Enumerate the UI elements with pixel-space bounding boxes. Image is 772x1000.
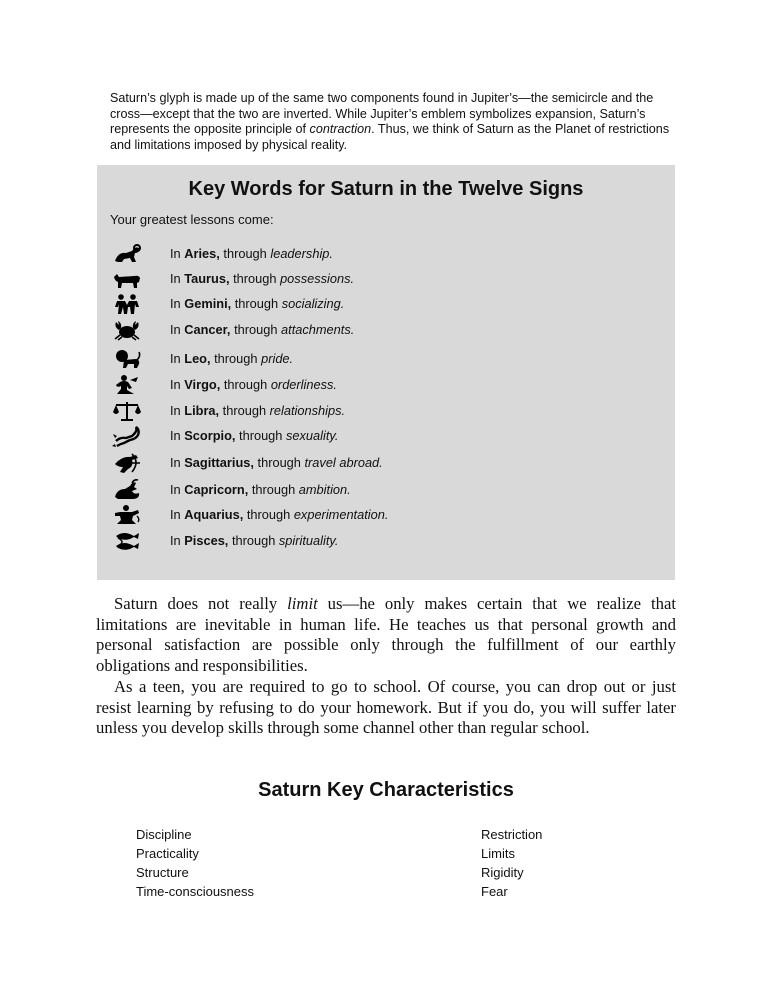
sign-row xyxy=(112,319,632,341)
intro-text-before: Saturn’s glyph is made up of the same two components found in Jupiter’s—the semicircle and the cross—except that the two are inverted. While Jupiter’s emblem symbolizes expansion, Saturn’s represents the opposite principle of xyxy=(110,91,654,136)
sign-connector: through xyxy=(231,533,276,548)
characteristic-item: Practicality xyxy=(136,846,199,861)
sign-row xyxy=(112,243,632,265)
sign-connector: through xyxy=(222,403,267,418)
sign-connector: through xyxy=(234,296,279,311)
characteristic-item: Fear xyxy=(481,884,508,899)
sign-prefix: In xyxy=(170,507,181,522)
sign-name: Libra, xyxy=(184,403,220,418)
intro-emphasis: contraction xyxy=(309,122,372,136)
capricorn-goat-icon xyxy=(112,479,142,501)
sign-connector: through xyxy=(214,351,258,366)
sign-prefix: In xyxy=(170,377,181,392)
sign-lesson: possessions. xyxy=(280,271,355,286)
cancer-crab-icon xyxy=(112,319,142,341)
characteristic-item: Limits xyxy=(481,846,515,861)
sign-prefix: In xyxy=(170,482,181,497)
sign-row xyxy=(112,293,632,315)
sign-row-text xyxy=(170,507,388,522)
sign-prefix: In xyxy=(170,322,181,337)
sign-prefix: In xyxy=(170,455,181,470)
key-words-title: Key Words for Saturn in the Twelve Signs xyxy=(188,178,584,200)
sign-lesson: spirituality. xyxy=(278,533,339,548)
intro-paragraph xyxy=(110,91,670,153)
sign-lesson: travel abroad. xyxy=(304,455,383,470)
sign-row xyxy=(112,268,632,290)
sign-lesson: experimentation. xyxy=(293,507,389,522)
sign-row xyxy=(112,425,632,447)
intro-text-after: . Thus, we think of Saturn as the Planet of restrictions and limitations imposed by physical reality. xyxy=(110,122,670,152)
characteristics-right-list xyxy=(481,825,542,901)
pisces-fish-icon xyxy=(112,530,142,552)
sign-row-text xyxy=(170,351,293,366)
sign-row-text xyxy=(170,403,345,418)
sign-row xyxy=(112,530,632,552)
sign-name: Scorpio, xyxy=(184,428,236,443)
gemini-twins-icon xyxy=(112,293,142,315)
sign-connector: through xyxy=(223,377,268,392)
sign-row-text xyxy=(170,428,338,443)
characteristics-left-list xyxy=(136,825,254,901)
sign-row xyxy=(112,400,632,422)
sign-lesson: pride. xyxy=(261,351,294,366)
sign-prefix: In xyxy=(170,246,181,261)
sign-name: Gemini, xyxy=(184,296,232,311)
sign-connector: through xyxy=(251,482,296,497)
sign-row xyxy=(112,452,632,474)
characteristic-item: Restriction xyxy=(481,827,543,842)
body-paragraph-2: As a teen, you are required to go to school. Of course, you can drop out or just resist learning by refusing to do your homework. But if you do, you will suffer later unless you develop skills through some channel other than regular school. xyxy=(96,677,676,737)
sign-row xyxy=(112,348,632,370)
virgo-maiden-icon xyxy=(112,374,142,396)
sign-connector: through xyxy=(239,428,283,443)
p1-after: us—he only makes certain that we realize that limitations are inevitable in human life. He teaches us that personal growth and personal satisfaction are possible only through the fulfillment of our earthly obligations and responsibilities. xyxy=(96,594,677,675)
sign-connector: through xyxy=(223,246,267,261)
p1-emphasis: limit xyxy=(287,594,318,613)
sign-name: Pisces, xyxy=(184,533,229,548)
sign-row-text xyxy=(170,246,333,261)
sign-row-text xyxy=(170,296,344,311)
scorpio-scorpion-icon xyxy=(112,425,142,447)
sign-row xyxy=(112,504,632,526)
sign-prefix: In xyxy=(170,533,181,548)
sagittarius-archer-icon xyxy=(112,452,142,474)
sign-name: Aquarius, xyxy=(184,507,244,522)
sign-prefix: In xyxy=(170,271,181,286)
sign-prefix: In xyxy=(170,296,181,311)
sign-lesson: orderliness. xyxy=(270,377,337,392)
sign-row-text xyxy=(170,482,351,497)
key-words-box xyxy=(97,165,675,580)
sign-row-text xyxy=(170,533,338,548)
sign-lesson: attachments. xyxy=(281,322,355,337)
sign-lesson: sexuality. xyxy=(285,428,339,443)
aries-ram-icon xyxy=(112,243,142,265)
key-words-subtitle: Your greatest lessons come: xyxy=(110,212,274,227)
sign-name: Virgo, xyxy=(184,377,221,392)
characteristic-item: Discipline xyxy=(136,827,192,842)
sign-row-text xyxy=(170,455,383,470)
aquarius-water-bearer-icon xyxy=(112,504,142,526)
leo-lion-icon xyxy=(112,348,142,370)
sign-row-text xyxy=(170,377,337,392)
sign-prefix: In xyxy=(170,351,181,366)
libra-scales-icon xyxy=(112,400,142,422)
sign-lesson: relationships. xyxy=(269,403,346,418)
body-paragraph-1 xyxy=(96,594,676,676)
sign-lesson: socializing. xyxy=(281,296,345,311)
sign-connector: through xyxy=(246,507,291,522)
p1-before: Saturn does not really xyxy=(114,594,288,613)
sign-row xyxy=(112,479,632,501)
sign-row-text xyxy=(170,271,354,286)
sign-connector: through xyxy=(233,271,277,286)
sign-name: Capricorn, xyxy=(184,482,249,497)
sign-prefix: In xyxy=(170,403,181,418)
characteristic-item: Rigidity xyxy=(481,865,524,880)
characteristics-title: Saturn Key Characteristics xyxy=(258,779,514,801)
sign-connector: through xyxy=(257,455,301,470)
sign-name: Sagittarius, xyxy=(184,455,254,470)
sign-name: Leo, xyxy=(184,351,211,366)
sign-prefix: In xyxy=(170,428,181,443)
characteristic-item: Time-consciousness xyxy=(136,884,255,899)
characteristic-item: Structure xyxy=(136,865,189,880)
taurus-bull-icon xyxy=(112,268,142,290)
sign-row-text xyxy=(170,322,354,337)
sign-name: Aries, xyxy=(184,246,220,261)
sign-name: Taurus, xyxy=(184,271,230,286)
sign-row xyxy=(112,374,632,396)
sign-lesson: ambition. xyxy=(298,482,351,497)
sign-lesson: leadership. xyxy=(270,246,333,261)
sign-connector: through xyxy=(234,322,278,337)
sign-name: Cancer, xyxy=(184,322,231,337)
